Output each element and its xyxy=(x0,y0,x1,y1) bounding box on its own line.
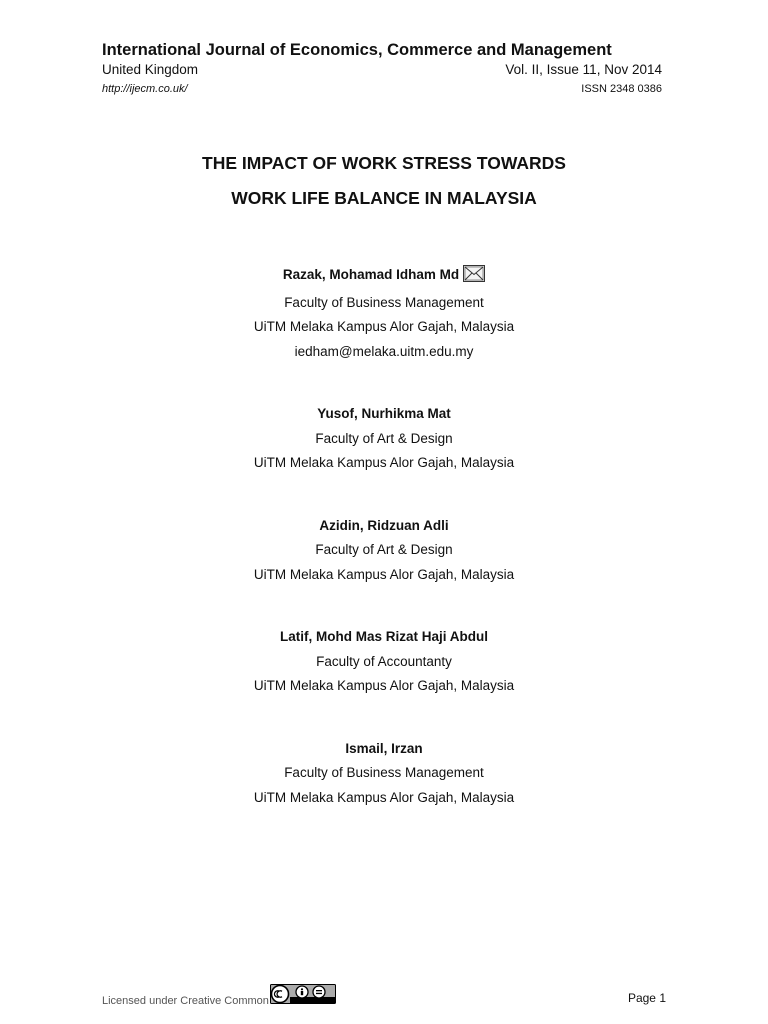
page-number: Page 1 xyxy=(627,991,666,1005)
journal-volume: Vol. II, Issue 11, Nov 2014 xyxy=(505,62,662,77)
author-block xyxy=(0,402,768,476)
author-institution: UiTM Melaka Kampus Alor Gajah, Malaysia xyxy=(253,566,515,582)
author-faculty: Faculty of Business Management xyxy=(284,765,484,780)
journal-title: International Journal of Economics, Commerce and Management xyxy=(102,41,612,59)
author-institution: UiTM Melaka Kampus Alor Gajah, Malaysia xyxy=(253,789,515,805)
header-info-row xyxy=(102,61,662,79)
creative-commons-badge-icon[interactable] xyxy=(270,984,336,1007)
journal-url[interactable]: http://ijecm.co.uk/ xyxy=(102,83,188,95)
author-block xyxy=(0,625,768,699)
license-footer xyxy=(102,984,336,1007)
author-name: Latif, Mohd Mas Rizat Haji Abdul xyxy=(280,629,488,644)
author-name: Yusof, Nurhikma Mat xyxy=(317,406,451,421)
journal-issn: ISSN 2348 0386 xyxy=(581,83,662,95)
author-faculty: Faculty of Business Management xyxy=(284,294,484,310)
license-text: Licensed under Creative Common xyxy=(102,995,269,1007)
author-name: Ismail, Irzan xyxy=(345,740,423,756)
author-block xyxy=(0,514,768,588)
paper-title xyxy=(0,146,768,216)
author-block xyxy=(0,263,768,364)
author-name: Razak, Mohamad Idham Md xyxy=(282,267,460,282)
author-block xyxy=(0,737,768,811)
author-email[interactable]: iedham@melaka.uitm.edu.my xyxy=(294,343,474,359)
paper-title-line-2: WORK LIFE BALANCE IN MALAYSIA xyxy=(231,188,537,208)
author-faculty: Faculty of Accountanty xyxy=(316,653,452,669)
author-list xyxy=(0,263,768,848)
author-institution: UiTM Melaka Kampus Alor Gajah, Malaysia xyxy=(253,678,515,693)
envelope-icon[interactable] xyxy=(463,265,485,291)
author-faculty: Faculty of Art & Design xyxy=(315,430,453,446)
paper-title-line-1: THE IMPACT OF WORK STRESS TOWARDS xyxy=(202,153,566,173)
author-name: Azidin, Ridzuan Adli xyxy=(319,517,449,533)
journal-header xyxy=(102,40,662,97)
journal-country: United Kingdom xyxy=(102,62,199,77)
author-faculty: Faculty of Art & Design xyxy=(315,542,453,557)
author-institution: UiTM Melaka Kampus Alor Gajah, Malaysia xyxy=(253,455,515,470)
header-meta-row xyxy=(102,81,662,97)
author-institution: UiTM Melaka Kampus Alor Gajah, Malaysia xyxy=(253,319,515,334)
